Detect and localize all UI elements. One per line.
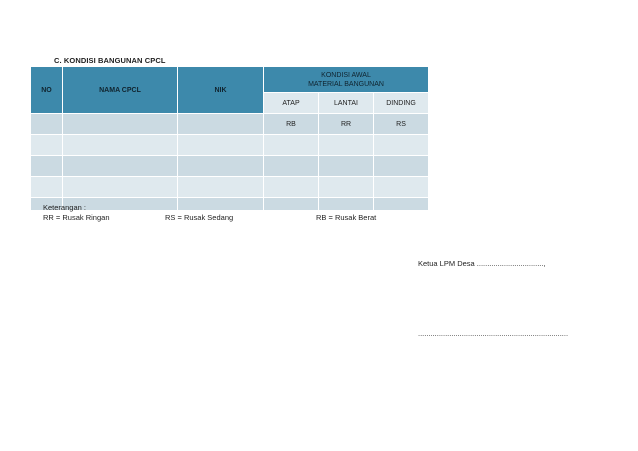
section-title: C. KONDISI BANGUNAN CPCL xyxy=(54,56,166,65)
table-cell xyxy=(374,135,429,156)
table-cell xyxy=(178,135,264,156)
table-cell xyxy=(374,177,429,198)
signature-title: Ketua LPM Desa ................................, xyxy=(418,259,546,268)
keterangan-rr: RR = Rusak Ringan xyxy=(43,213,110,222)
table-row xyxy=(31,135,429,156)
table-cell xyxy=(178,114,264,135)
table-cell xyxy=(178,177,264,198)
table-row xyxy=(31,177,429,198)
table-cell: RR xyxy=(319,114,374,135)
table-cell xyxy=(319,135,374,156)
header-atap: ATAP xyxy=(264,93,319,114)
table-cell xyxy=(63,135,178,156)
table-cell xyxy=(374,198,429,211)
table-cell xyxy=(264,156,319,177)
signature-line: ........................................................................ xyxy=(418,329,569,338)
table-cell xyxy=(374,156,429,177)
table-cell xyxy=(319,198,374,211)
keterangan-label: Keterangan : xyxy=(43,203,86,212)
header-nik: NIK xyxy=(178,67,264,114)
table-cell xyxy=(31,114,63,135)
table-cell xyxy=(319,156,374,177)
table-row xyxy=(31,198,429,211)
header-lantai: LANTAI xyxy=(319,93,374,114)
keterangan-rs: RS = Rusak Sedang xyxy=(165,213,234,222)
table-cell xyxy=(319,177,374,198)
table-cell xyxy=(264,135,319,156)
table-cell: RB xyxy=(264,114,319,135)
header-no: NO xyxy=(31,67,63,114)
table-cell xyxy=(178,156,264,177)
header-dinding: DINDING xyxy=(374,93,429,114)
table-cell xyxy=(63,114,178,135)
header-kondisi-awal xyxy=(264,67,429,93)
header-nama-cpcl: NAMA CPCL xyxy=(63,67,178,114)
keterangan-rb: RB = Rusak Berat xyxy=(316,213,377,222)
header-kondisi-line2: MATERIAL BANGUNAN xyxy=(308,80,384,88)
table-cell xyxy=(31,156,63,177)
table-cell xyxy=(178,198,264,211)
table-cell xyxy=(31,177,63,198)
table-cell xyxy=(63,156,178,177)
table-cell xyxy=(31,135,63,156)
table-row xyxy=(31,114,429,135)
table-cell xyxy=(63,177,178,198)
kondisi-bangunan-table xyxy=(31,67,429,211)
header-kondisi-line1: KONDISI AWAL xyxy=(321,71,371,79)
table-cell xyxy=(264,198,319,211)
table-row xyxy=(31,156,429,177)
table-cell: RS xyxy=(374,114,429,135)
table-cell xyxy=(264,177,319,198)
